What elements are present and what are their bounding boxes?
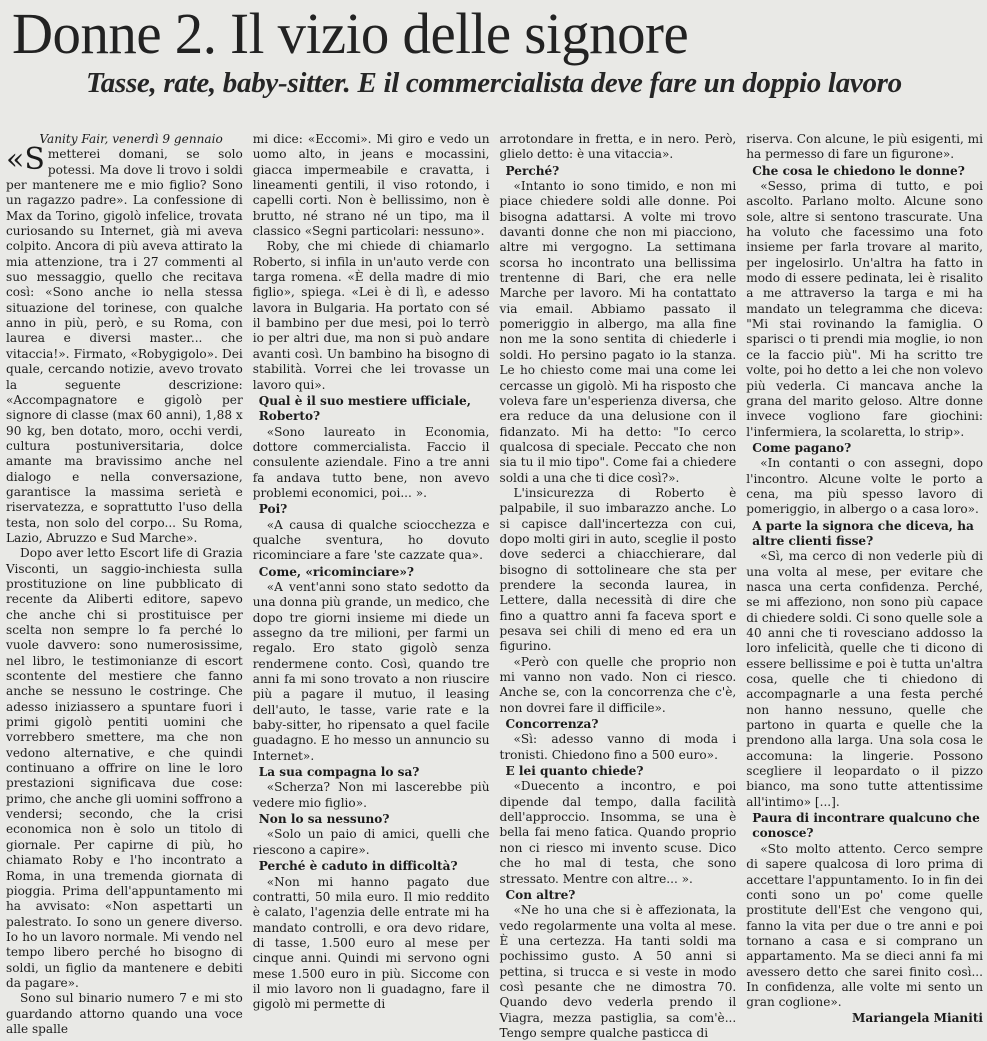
author-signature: Mariangela Mianiti	[852, 1010, 983, 1025]
interview-question: Non lo sa nessuno?	[258, 812, 390, 827]
paragraph: Sono sul binario numero 7 e mi sto guardando attorno quando una voce alle spalle	[6, 991, 243, 1036]
column-3	[499, 132, 737, 1040]
interview-question: Come pagano?	[752, 440, 852, 455]
dateline: Vanity Fair, venerdì 9 gennaio	[39, 132, 223, 146]
column-1	[6, 132, 243, 1036]
answer: «Sì, ma cerco di non vederle più di una volta al mese, per evitare che nasca una certa confidenza. Perché, se mi affeziono, non sono più capace di chiedere soldi. Ci sono quelle sole a 40 anni che ti rovesciano addosso la loro infelicità, quelle che ti dicono di essere bellissime e poi è tutta un'altra cosa, quelle che ti chiedono di accompagnarle a una festa perché non hanno nessuno, quelle che partono in quarta e quelle che la prendono alla larga. Una sola cosa le accomuna: la lingerie. Possono scegliere il leopardato o il pizzo bianco, ma sono tutte attentissime all'intimo» [...].	[746, 549, 983, 809]
answer: «Sì: adesso vanno di moda i tronisti. Chiedono fino a 500 euro».	[499, 732, 737, 762]
answer: «Però con quelle che proprio non mi vanno non vado. Non ci riesco. Anche se, con la concorrenza che c'è, non dovrei fare il difficile».	[499, 654, 737, 715]
answer: «Scherza? Non mi lascerebbe più vedere mio figlio».	[252, 780, 490, 810]
paragraph: L'insicurezza di Roberto è palpabile, il suo imbarazzo anche. Lo si capisce dall'incertezza con cui, dopo molti giri in auto, sceglie il posto dove sederci a chiacchierare, dal bisogno di sottolineare che sta per prendere la seconda laurea, in Lettere, dalla necessità di dire che fino a quattro anni fa faceva sport e pesava sei chili di meno ed era un figurino.	[499, 485, 737, 654]
article-body	[6, 132, 983, 1040]
paragraph: riserva. Con alcune, le più esigenti, mi ha permesso di fare un figurone».	[746, 132, 983, 162]
interview-question: Qual è il suo mestiere ufficiale, Roberto?	[258, 393, 471, 424]
interview-question: Perché?	[505, 163, 560, 178]
interview-question: Come, «ricominciare»?	[258, 564, 414, 579]
answer: «Solo un paio di amici, quelli che riescono a capire».	[252, 827, 490, 857]
interview-question: La sua compagna lo sa?	[258, 765, 420, 780]
answer: «Intanto io sono timido, e non mi piace chiedere soldi alle donne. Poi bisogna adattarsi. A volte mi trovo davanti donne che non mi piacciono, altre mi vergogno. La settimana scorsa ho incontrato una bellissima trentenne di Bari, che era nelle Marche per lavoro. Mi ha contattato via email. Abbiamo passato il pomeriggio in albergo, ma alla fine non me la sono sentita di chiederle i soldi. Ho persino pagato io la stanza. Le ho chiesto come mai una come lei cercasse un gigolò. Mi ha risposto che voleva fare un'esperienza diversa, che era reduce da una delusione con il fidanzato. Mi ha detto: "Io cerco qualcosa di speciale. Peccato che non sia tu il mio tipo". Come fai a chiedere soldi a una che ti dice così?».	[499, 179, 737, 485]
interview-question: E lei quanto chiede?	[505, 764, 644, 779]
interview-question: Poi?	[258, 502, 288, 517]
interview-question: Paura di incontrare qualcuno che conosce?	[752, 811, 980, 841]
answer: «A vent'anni sono stato sedotto da una donna più grande, un medico, che dopo tre giorni insieme mi diede un assegno da tre milioni, per farmi un regalo. Ero stato gigolò senza rendermene conto. Così, quando tre anni fa mi sono trovato a non riuscire più a pagare il mutuo, il leasing dell'auto, le tasse, varie rate e la baby-sitter, ho ripensato a quel facile guadagno. E ho messo un annuncio su Internet».	[252, 579, 490, 763]
headline: Donne 2. Il vizio delle signore	[12, 1, 689, 66]
subhead: Tasse, rate, baby-sitter. E il commercialista deve fare un doppio lavoro	[86, 67, 902, 99]
answer: «Ne ho una che si è affezionata, la vedo regolarmente una volta al mese. È una certezza. Ha tanti soldi ma pochissimo gusto. A 50 anni si pettina, si trucca e si veste in modo così pesante che ne dimostra 70. Quando devo vederla prendo il Viagra, mezza pastiglia, sa com'è... Tengo sempre qualche pasticca di	[499, 903, 737, 1040]
drop-cap: «S	[6, 142, 45, 178]
answer: «A causa di qualche sciocchezza e qualche sventura, ho dovuto ricominciare a fare 'ste cazzate qua».	[252, 517, 490, 563]
paragraph: «Smetterei domani, se solo potessi. Ma dove li trovo i soldi per mantenere me e mio figlio? Sono un ragazzo padre». La confessione di Max da Torino, gigolò infelice, trovata curiosando su Internet, già mi aveva colpito. Ancora di più aveva attirato la mia attenzione, tra i 27 commenti al suo messaggio, quello che recitava così: «Sono anche io nella stessa situazione del torinese, con qualche anno in più, però, e su Roma, con laurea e diversi master... che vitaccia!». Firmato, «Robygigolo». Dei quale, cercando notizie, avevo trovato la seguente descrizione: «Accompagnatore e gigolò per signore di classe (max 60 anni), 1,88 x 90 kg, ben dotato, moro, occhi verdi, cultura postuniversitaria, dolce amante ma bravissimo anche nel dialogo e nella conversazione, garantisce la massima serietà e riservatezza, e soprattutto l'uso della testa, non solo del corpo... Su Roma, Lazio, Abruzzo e Sud Marche».	[6, 142, 243, 545]
answer: «Sto molto attento. Cerco sempre di sapere qualcosa di loro prima di accettare l'appuntamento. Io in fin dei conti sono un po' come quelle prostitute dell'Est che vengono qui, fanno la vita per due o tre anni e poi tornano a casa e si comprano un appartamento. Ma se dieci anni fa mi avessero detto che sarei finito così... In confidenza, alle volte mi sento un gran coglione».	[746, 841, 983, 1010]
answer: «In contanti o con assegni, dopo l'incontro. Alcune volte le porto a cena, ma più spesso lavoro di pomeriggio, in albergo o a casa loro».	[746, 456, 983, 517]
paragraph: Roby, che mi chiede di chiamarlo Roberto, si infila in un'auto verde con targa romena. «È della madre di mio figlio», spiega. «Lei è di lì, e adesso lavora in Bulgaria. Ha portato con sé il bambino per due mesi, poi lo terrò io per altri due, ma non si può andare avanti così. Un bambino ha bisogno di stabilità. Vorrei che lei trovasse un lavoro qui».	[252, 239, 490, 392]
interview-question: Con altre?	[505, 887, 576, 902]
paragraph: Dopo aver letto Escort life di Grazia Visconti, un saggio-inchiesta sulla prostituzione on line pubblicato di recente da Aliberti editore, sapevo che anche chi si prostituisce per scelta non sempre lo fa perché lo vuole davvero: sono numerosissime, nel libro, le testimonianze di escort scontente del mestiere che fanno anche se nessuno le costringe. Che adesso iniziassero a spuntare fuori i primi gigolò pentiti uomini che vorrebbero smettere, ma che non vedono alternative, e che quindi continuano a offrire on line le loro prestazioni significava due cose: primo, che anche gli uomini soffrono a vendersi; secondo, che la crisi economica non è solo un titolo di giornale. Per capirne di più, ho chiamato Roby e l'ho incontrato a Roma, in una tremenda giornata di pioggia. Prima dell'appuntamento mi ha avvisato: «Non aspettarti un palestrato. Io sono un genere diverso. Io ho un lavoro normale. Mi vendo nel tempo libero perché ho bisogno di soldi, un figlio da mantenere e debiti da pagare».	[6, 546, 243, 990]
interview-question: Perché è caduto in difficoltà?	[258, 859, 458, 874]
newspaper-clipping	[0, 1, 987, 1040]
paragraph: arrotondare in fretta, e in nero. Però, glielo detto: è una vitaccia».	[499, 132, 737, 162]
interview-question: Che cosa le chiedono le donne?	[752, 163, 965, 178]
interview-question: Concorrenza?	[505, 717, 599, 732]
column-2	[252, 132, 490, 1012]
paragraph: mi dice: «Eccomi». Mi giro e vedo un uomo alto, in jeans e mocassini, giacca impermeabile e cravatta, i lineamenti gentili, il viso rotondo, i capelli corti. Non è bellissimo, non è brutto, né strano né un tipo, ma il classico «Segni particolari: nessuno».	[252, 132, 490, 239]
answer: «Sesso, prima di tutto, e poi ascolto. Parlano molto. Alcune sono sole, altre si sentono trascurate. Una ha voluto che facessimo una foto insieme per farla trovare al marito, per ingelosirlo. Un'altra ha fatto in modo di essere pedinata, lei è risalito a me attraverso la targa e mi ha mandato un telegramma che diceva: "Mi stai rovinando la famiglia. O sparisci o ti prendi mia moglie, io non ce la faccio più". Mi ha scritto tre volte, poi ho detto a lei che non volevo più vederla. Ci mancava anche la grana del marito geloso. Altre donne invece vogliono fare giochini: l'infermiera, la scolaretta, lo strip».	[746, 179, 983, 439]
answer: «Duecento a incontro, e poi dipende dal tempo, dalla facilità dell'approccio. Insomma, se una è bella fai meno fatica. Quando proprio non ci riesco mi invento scuse. Dico che ho mal di testa, che sono stressato. Mentre con altre... ».	[499, 779, 737, 886]
column-4	[746, 132, 983, 1025]
interview-question: A parte la signora che diceva, ha altre clienti fisse?	[752, 518, 974, 548]
answer: «Sono laureato in Economia, dottore commercialista. Faccio il consulente aziendale. Fino a tre anni fa andava tutto bene, non avevo problemi economici, poi... ».	[252, 424, 490, 500]
answer: «Non mi hanno pagato due contratti, 50 mila euro. Il mio reddito è calato, l'agenzia delle entrate mi ha mandato controlli, e ora devo ridare, di tasse, 1.500 euro al mese per cinque anni. Quindi mi servono ogni mese 1.500 euro in più. Siccome con il mio lavoro non li guadagno, fare il gigolò mi permette di	[252, 874, 490, 1012]
